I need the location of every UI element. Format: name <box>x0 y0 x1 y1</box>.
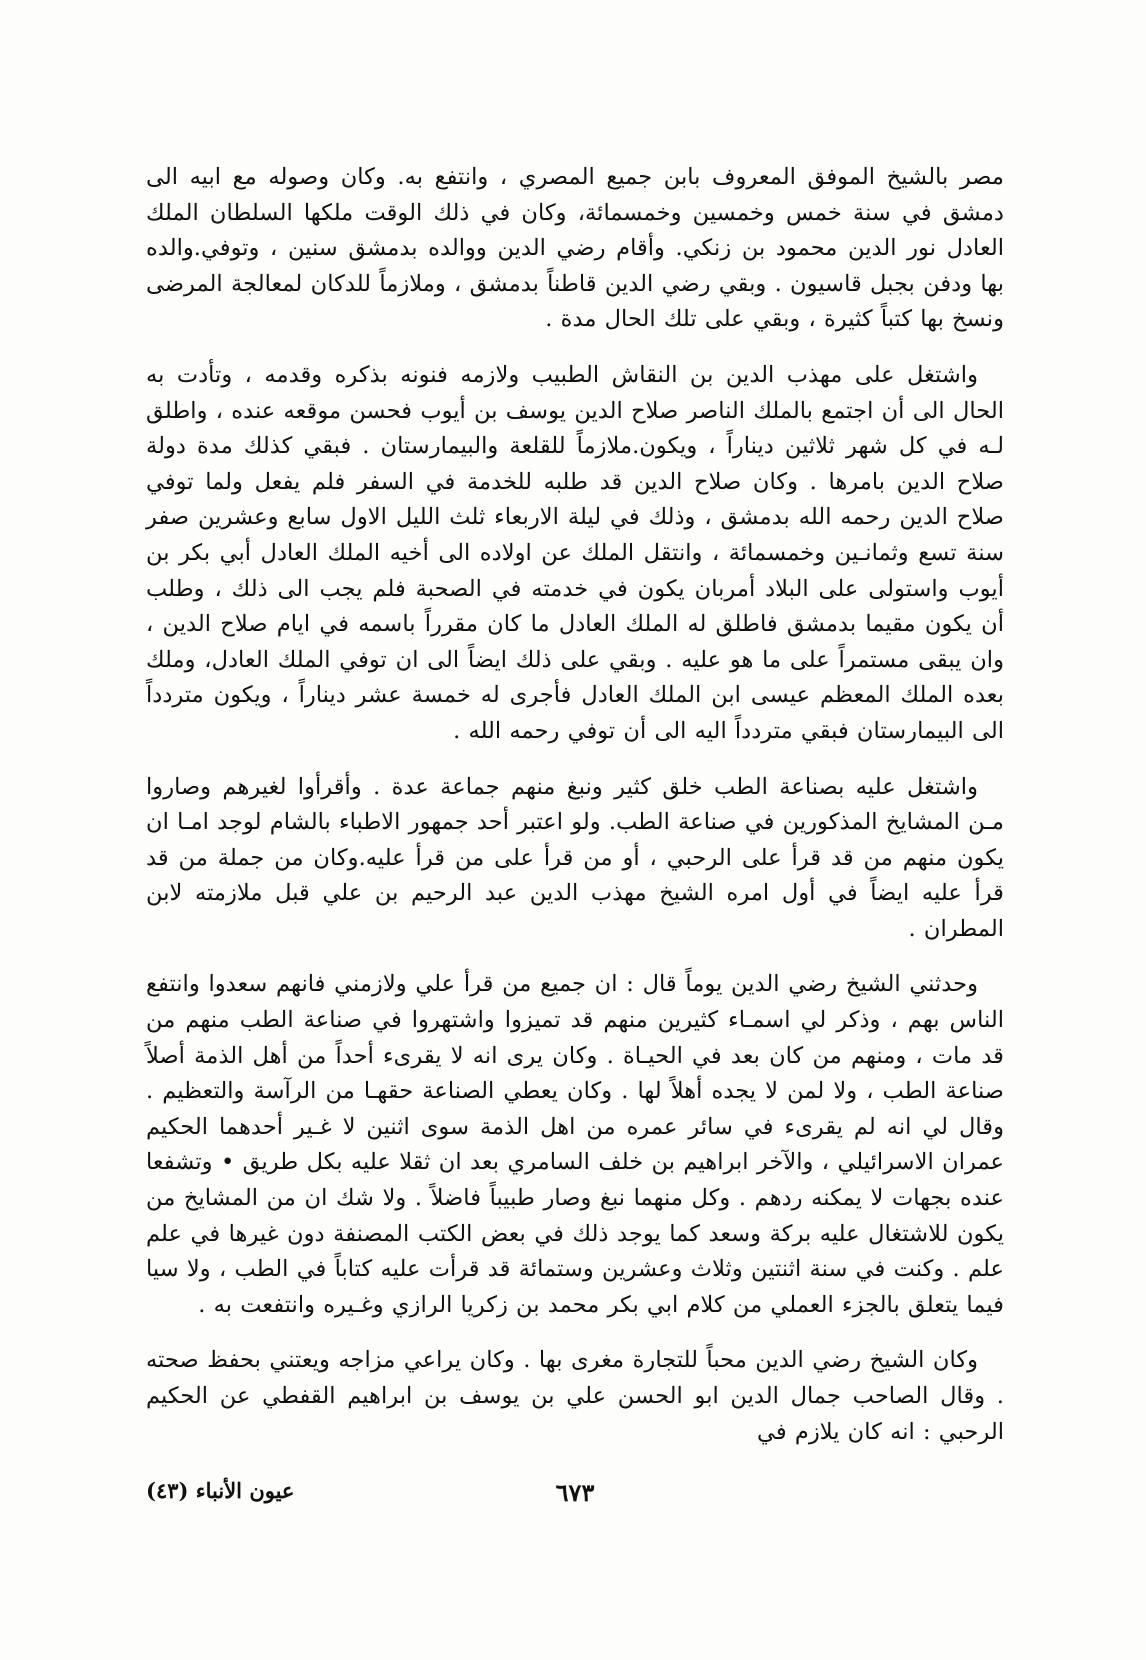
paragraph-5: وكان الشيخ رضي الدين محباً للتجارة مغرى بها . وكان يراعي مزاجه ويعتني بحفظ صحته . وقال الصاحب جمال الدين ابو الحسن علي بن يوسف بن ابراهيم القفطي عن الحكيم الرحبي : انه كان يلازم في <box>146 1347 1004 1445</box>
page-number: ٦٧٣ <box>555 1478 595 1507</box>
paragraph-4: وحدثني الشيخ رضي الدين يوماً قال : ان جميع من قرأ علي ولازمني فانهم سعدوا وانتفع الناس بهم ، وذكر لي اسمـاء كثيرين منهم قد تميزوا واشتهروا في صناعة الطب منهم من قد مات ، ومنهم من كان بعد في الحيـاة . وكان يرى انه لا يقرىء أحداً من أهل الذمة أصلاً صناعة الطب ، ولا لمن لا يجده أهلاً لها . وكان يعطي الصناعة حقهـا من الرآسة والتعظيم . وقال لي انه لم يقرىء في سائر عمره من اهل الذمة سوى اثنين لا غـير أحدهما الحكيم عمران الاسرائيلي ، والآخر ابراهيم بن خلف السامري بعد ان ثقلا عليه بكل طريق • وتشفعا عنده بجهات لا يمكنه ردهم . وكل منهما نبغ وصار طبيباً فاضلاً . ولا شك ان من المشايخ من يكون للاشتغال عليه بركة وسعد كما يوجد ذلك في بعض الكتب المصنفة دون غيرها في علم علم . وكنت في سنة اثنتين وثلاث وعشرين وستمائة قد قرأت عليه كتاباً في الطب ، ولا سيا فيما يتعلق بالجزء العملي من كلام ابي بكر محمد بن زكريا الرازي وغـيره وانتفعت به . <box>146 971 1004 1318</box>
paragraph-1: مصر بالشيخ الموفق المعروف بابن جميع المصري ، وانتفع به. وكان وصوله مع ابيه الى دمشق في سنة خمس وخمسين وخمسمائة، وكان في ذلك الوقت ملكها السلطان الملك العادل نور الدين محمود بن زنكي. وأقام رضي الدين ووالده بدمشق سنين ، وتوفي.والده بها ودفن بجبل قاسيون . وبقي رضي الدين قاطناً بدمشق ، وملازماً للدكان لمعالجة المرضى ونسخ بها كتباً كثيرة ، وبقي على تلك الحال مدة . <box>146 164 1005 333</box>
page-footer <box>146 1478 1004 1518</box>
body-text <box>146 160 1004 1450</box>
running-title: عيون الأنباء (٤٣) <box>146 1478 295 1503</box>
paragraph-2: واشتغل على مهذب الدين بن النقاش الطبيب ولازمه فنونه بذكره وقدمه ، وتأدت به الحال الى أن اجتمع بالملك الناصر صلاح الدين يوسف بن أيوب فحسن موقعه عنده ، واطلق لـه في كل شهر ثلاثين ديناراً ، ويكون.ملازماً للقلعة والبيمارستان . فبقي كذلك مدة دولة صلاح الدين بامرها . وكان صلاح الدين قد طلبه للخدمة في السفر فلم يفعل ولما توفي صلاح الدين رحمه الله بدمشق ، وذلك في ليلة الاربعاء ثلث الليل الاول سابع وعشرين صفر سنة تسع وثمانـين وخمسمائة ، وانتقل الملك عن اولاده الى أخيه الملك العادل أبي بكر بن أيوب واستولى على البلاد أمربان يكون في خدمته في الصحبة فلم يجب الى ذلك ، وطلب أن يكون مقيما بدمشق فاطلق له الملك العادل ما كان مقرراً باسمه في ايام صلاح الدين ، وان يبقى مستمراً على ما هو عليه . وبقي على ذلك ايضاً الى ان توفي الملك العادل، وملك بعده الملك المعظم عيسى ابن الملك العادل فأجرى له خمسة عشر ديناراً ، ويكون متردداً الى البيمارستان فبقي متردداً اليه الى أن توفي رحمه الله . <box>146 361 1004 744</box>
paragraph-3: واشتغل عليه بصناعة الطب خلق كثير ونبغ منهم جماعة عدة . وأقرأوا لغيرهم وصاروا مـن المشايخ المذكورين في صناعة الطب. ولو اعتبر أحد جمهور الاطباء بالشام لوجد امـا ان يكون منهم من قد قرأ على الرحبي ، أو من قرأ على من قرأ عليه.وكان من جملة من قد قرأ عليه ايضاً في أول امره الشيخ مهذب الدين عبد الرحيم بن علي قبل ملازمته لابن المطران . <box>146 773 1004 942</box>
